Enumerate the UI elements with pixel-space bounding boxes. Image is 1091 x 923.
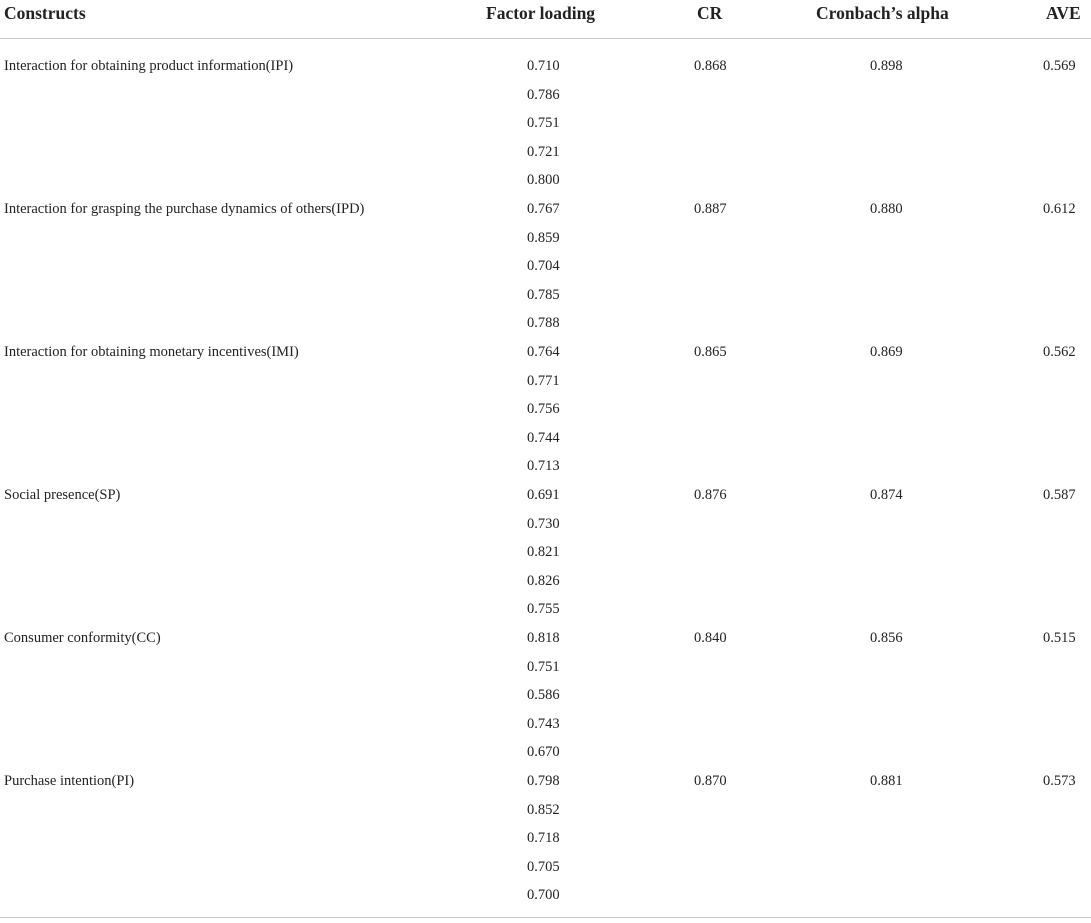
factor-loading-value: 0.713 xyxy=(527,458,560,475)
factor-loading-value: 0.859 xyxy=(527,229,560,246)
factor-loading-value: 0.767 xyxy=(527,201,560,217)
cronbach-alpha-value: 0.874 xyxy=(870,487,903,503)
factor-loading-value: 0.756 xyxy=(527,401,560,418)
table-row xyxy=(0,181,1091,332)
ave-value: 0.612 xyxy=(1043,201,1076,217)
cronbach-alpha-value: 0.880 xyxy=(870,201,903,217)
factor-loading-value: 0.751 xyxy=(527,658,560,675)
table-row xyxy=(0,753,1091,904)
factor-loading-value: 0.691 xyxy=(527,487,560,503)
factor-loading-value: 0.721 xyxy=(527,143,560,160)
cr-value: 0.868 xyxy=(694,58,727,74)
construct-name: Interaction for obtaining monetary incentives(IMI) xyxy=(4,344,299,360)
table-header-row xyxy=(0,0,1091,39)
factor-loading-value: 0.705 xyxy=(527,858,560,875)
factor-loading-value: 0.751 xyxy=(527,115,560,132)
cronbach-alpha-value: 0.898 xyxy=(870,58,903,74)
ave-value: 0.587 xyxy=(1043,487,1076,503)
factor-loading-value: 0.786 xyxy=(527,86,560,103)
header-cr: CR xyxy=(697,3,723,23)
cronbach-alpha-value: 0.869 xyxy=(870,344,903,360)
factor-loading-value: 0.710 xyxy=(527,58,560,74)
cronbach-alpha-value: 0.856 xyxy=(870,630,903,646)
table-body xyxy=(0,38,1091,917)
factor-loading-value: 0.755 xyxy=(527,601,560,618)
factor-loading-value: 0.826 xyxy=(527,572,560,589)
construct-name: Consumer conformity(CC) xyxy=(4,630,161,646)
factor-loading-value: 0.798 xyxy=(527,773,560,789)
construct-name: Social presence(SP) xyxy=(4,487,121,503)
header-ave: AVE xyxy=(1046,3,1081,23)
table-row xyxy=(0,467,1091,618)
factor-loading-value: 0.764 xyxy=(527,344,560,360)
cronbach-alpha-value: 0.881 xyxy=(870,773,903,789)
table-row xyxy=(0,38,1091,189)
header-factor-loading: Factor loading xyxy=(486,3,596,23)
factor-loading-value: 0.785 xyxy=(527,286,560,303)
factor-loading-value: 0.771 xyxy=(527,372,560,389)
cr-value: 0.887 xyxy=(694,201,727,217)
factor-loading-value: 0.818 xyxy=(527,630,560,646)
factor-loading-value: 0.852 xyxy=(527,801,560,818)
construct-name: Interaction for obtaining product information(IPI) xyxy=(4,58,294,74)
header-cronbach-alpha: Cronbach’s alpha xyxy=(816,3,949,23)
table-bottom-rule xyxy=(0,917,1091,918)
factor-loading-value: 0.788 xyxy=(527,315,560,332)
factor-loading-value: 0.670 xyxy=(527,744,560,761)
factor-loading-value: 0.743 xyxy=(527,715,560,732)
factor-loading-value: 0.704 xyxy=(527,258,560,275)
ave-value: 0.515 xyxy=(1043,630,1076,646)
table-row xyxy=(0,610,1091,761)
construct-name: Purchase intention(PI) xyxy=(4,773,135,789)
ave-value: 0.562 xyxy=(1043,344,1076,360)
factor-loading-value: 0.700 xyxy=(527,887,560,904)
table-row xyxy=(0,324,1091,475)
cr-value: 0.876 xyxy=(694,487,727,503)
ave-value: 0.569 xyxy=(1043,58,1076,74)
cr-value: 0.870 xyxy=(694,773,727,789)
cr-value: 0.865 xyxy=(694,344,727,360)
factor-loading-value: 0.718 xyxy=(527,830,560,847)
factor-loading-value: 0.821 xyxy=(527,544,560,561)
factor-loading-value: 0.744 xyxy=(527,429,560,446)
ave-value: 0.573 xyxy=(1043,773,1076,789)
factor-loading-value: 0.586 xyxy=(527,687,560,704)
factor-loading-value: 0.730 xyxy=(527,515,560,532)
factor-loading-value: 0.800 xyxy=(527,172,560,189)
header-constructs: Constructs xyxy=(4,3,86,23)
construct-name: Interaction for grasping the purchase dynamics of others(IPD) xyxy=(4,201,365,217)
cr-value: 0.840 xyxy=(694,630,727,646)
